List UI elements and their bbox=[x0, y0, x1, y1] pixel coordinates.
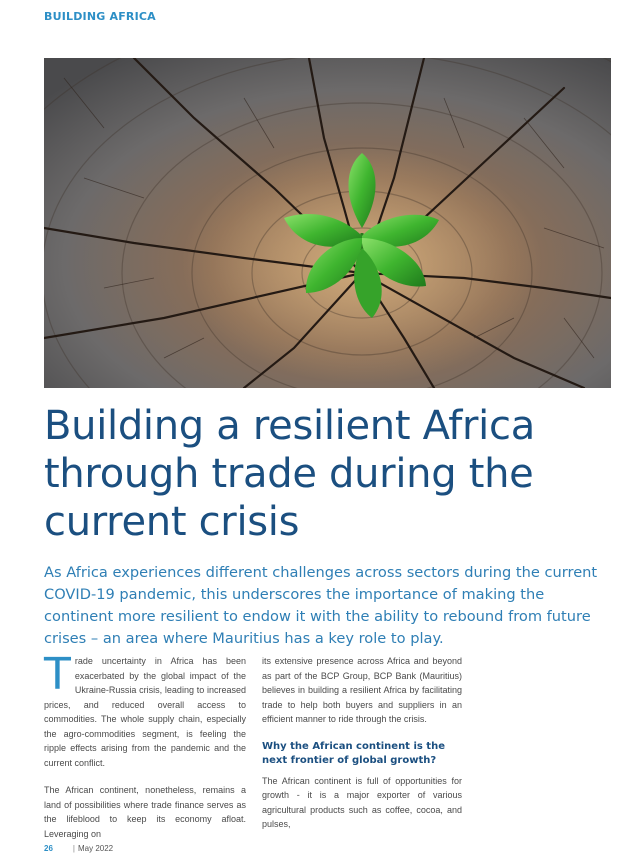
footer-separator: | bbox=[72, 844, 75, 853]
issue-date: May 2022 bbox=[77, 844, 114, 853]
body-paragraph: The African continent is full of opportunities for growth - it is a major exporter of various agricultural products such as coffee, cocoa, and pulses, bbox=[262, 775, 462, 829]
body-column-left bbox=[44, 649, 246, 854]
body-paragraph: The African continent, nonetheless, remains a land of possibilities where trade finance serves as the lifeblood to keep its economy afloat. Leveraging on bbox=[44, 785, 246, 839]
body-paragraph: its extensive presence across Africa and beyond as part of the BCP Group, BCP Bank (Mauritius) believes in building a resilient Africa by facilitating trade to help both buyers and suppliers in an efficient manner to ride through the crisis. bbox=[262, 656, 462, 724]
body-text: rade uncertainty in Africa has been exacerbated by the global impact of the Ukraine-Russia crisis, leading to increased prices, and reduced overall access to commodities. The whole supply chain, especially the agro-commodities segment, is feeling the ripple effects arising from the pandemic and the current conflict. bbox=[44, 656, 246, 768]
section-subheading: Why the African continent is the next frontier of global growth? bbox=[262, 740, 445, 766]
page-number: 26 bbox=[44, 844, 53, 853]
body-paragraph bbox=[44, 649, 246, 770]
article-standfirst: As Africa experiences different challenges across sectors during the current COVID-19 pandemic, this underscores the importance of making the continent more resilient to endow it with the ability to rebound from future crises – an area where Mauritius has a key role to play. bbox=[44, 564, 598, 647]
hero-image bbox=[44, 58, 611, 388]
body-column-right bbox=[262, 654, 462, 845]
section-label: BUILDING AFRICA bbox=[44, 10, 156, 23]
page-footer bbox=[44, 844, 113, 853]
article-headline: Building a resilient Africa through trade during the current crisis bbox=[44, 403, 535, 545]
drop-cap: T bbox=[44, 649, 71, 700]
